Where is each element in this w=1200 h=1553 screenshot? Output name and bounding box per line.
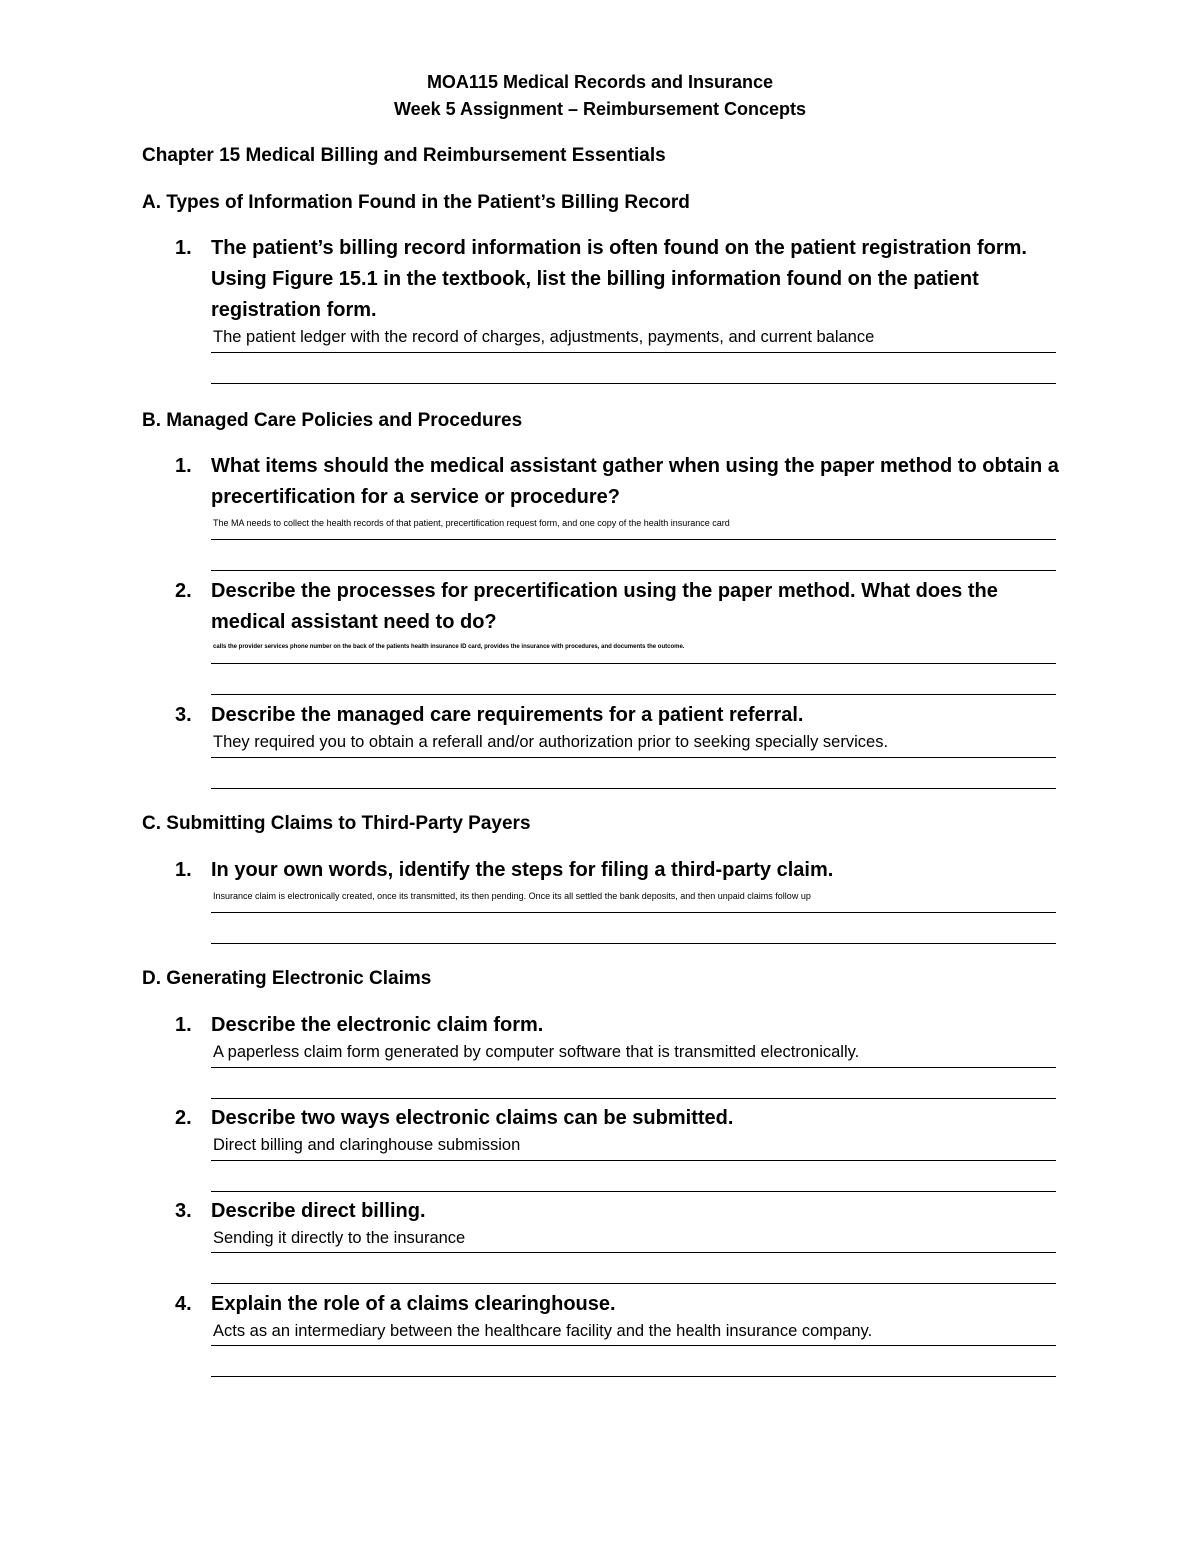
- question-a1: The patient’s billing record information is often found on the patient registration form. Using Figure 15.1 in the textbook, list the billing information found on the patient registration form.: [211, 237, 1027, 321]
- answer-line: [211, 912, 1056, 913]
- answer-line: [211, 1345, 1056, 1346]
- question-number: 1.: [175, 455, 192, 477]
- course-title: MOA115 Medical Records and Insurance: [426, 72, 774, 92]
- answer-line: [211, 1098, 1056, 1099]
- answer-b3[interactable]: They required you to obtain a referall and/or authorization prior to seeking specially services.: [213, 733, 889, 751]
- answer-line: [211, 383, 1056, 384]
- question-number: 2.: [175, 580, 192, 602]
- chapter-title: Chapter 15 Medical Billing and Reimbursement Essentials: [142, 145, 666, 166]
- question-b3: Describe the managed care requirements for a patient referral.: [211, 704, 804, 726]
- question-number: 3.: [175, 704, 192, 726]
- question-d3: Describe direct billing.: [211, 1200, 426, 1222]
- section-c-title: C. Submitting Claims to Third-Party Payers: [142, 813, 531, 834]
- answer-b1[interactable]: The MA needs to collect the health records of that patient, precertification request form, and one copy of the health insurance card: [213, 518, 730, 528]
- section-d-title: D. Generating Electronic Claims: [142, 968, 432, 989]
- question-b2: Describe the processes for precertification using the paper method. What does the medical assistant need to do?: [211, 580, 998, 633]
- question-b1: What items should the medical assistant gather when using the paper method to obtain a precertification for a service or procedure?: [211, 455, 1059, 508]
- answer-line: [211, 943, 1056, 944]
- section-a-title: A. Types of Information Found in the Patient’s Billing Record: [142, 192, 690, 213]
- question-number: 3.: [175, 1200, 192, 1222]
- answer-line: [211, 757, 1056, 758]
- question-d4: Explain the role of a claims clearinghouse.: [211, 1293, 616, 1315]
- answer-a1[interactable]: The patient ledger with the record of charges, adjustments, payments, and current balance: [213, 328, 875, 346]
- question-number: 1.: [175, 237, 192, 259]
- question-number: 4.: [175, 1293, 192, 1315]
- answer-d4[interactable]: Acts as an intermediary between the healthcare facility and the health insurance company.: [213, 1322, 873, 1340]
- question-d1: Describe the electronic claim form.: [211, 1014, 544, 1036]
- answer-d1[interactable]: A paperless claim form generated by computer software that is transmitted electronically.: [213, 1043, 860, 1061]
- answer-line: [211, 694, 1056, 695]
- question-d2: Describe two ways electronic claims can be submitted.: [211, 1107, 734, 1129]
- answer-d3[interactable]: Sending it directly to the insurance: [213, 1229, 466, 1247]
- answer-line: [211, 352, 1056, 353]
- answer-d2[interactable]: Direct billing and claringhouse submission: [213, 1136, 521, 1154]
- answer-line: [211, 570, 1056, 571]
- question-c1: In your own words, identify the steps for filing a third-party claim.: [211, 859, 834, 881]
- answer-line: [211, 1376, 1056, 1377]
- answer-line: [211, 663, 1056, 664]
- answer-line: [211, 1191, 1056, 1192]
- answer-line: [211, 1067, 1056, 1068]
- question-number: 2.: [175, 1107, 192, 1129]
- answer-line: [211, 788, 1056, 789]
- answer-line: [211, 1160, 1056, 1161]
- section-b-title: B. Managed Care Policies and Procedures: [142, 410, 523, 431]
- answer-line: [211, 1252, 1056, 1253]
- answer-c1[interactable]: Insurance claim is electronically created, once its transmitted, its then pending. Once its all settled the bank deposits, and then unpaid claims follow up: [213, 891, 811, 901]
- question-number: 1.: [175, 1014, 192, 1036]
- answer-b2[interactable]: calls the provider services phone number on the back of the patients health insurance ID card, provides the insurance with procedures, and documents the outcome.: [213, 644, 685, 650]
- question-number: 1.: [175, 859, 192, 881]
- assignment-title: Week 5 Assignment – Reimbursement Concepts: [393, 99, 807, 119]
- answer-line: [211, 539, 1056, 540]
- answer-line: [211, 1283, 1056, 1284]
